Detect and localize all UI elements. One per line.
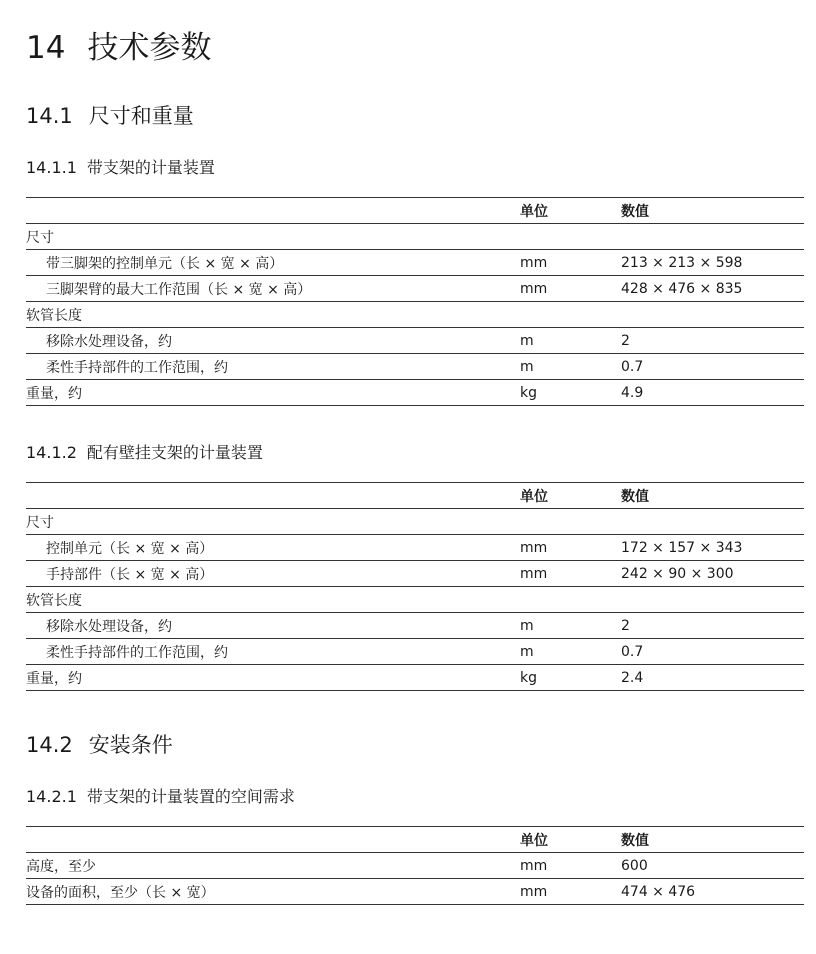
table-row (26, 665, 804, 691)
row-unit: mm (520, 561, 621, 587)
header-value: 数值 (621, 483, 804, 509)
row-unit (520, 224, 621, 250)
row-label: 设备的面积，至少（长 × 宽） (26, 879, 520, 905)
table-row (26, 561, 804, 587)
row-value: 172 × 157 × 343 (621, 535, 804, 561)
row-unit: mm (520, 879, 621, 905)
row-label: 软管长度 (26, 302, 520, 328)
table-row (26, 328, 804, 354)
table-header-row (26, 198, 804, 224)
chapter-heading (26, 28, 211, 68)
spec-table-stand (26, 197, 804, 406)
chapter-title: 技术参数 (87, 30, 212, 66)
table-row (26, 613, 804, 639)
row-label: 尺寸 (26, 224, 520, 250)
subsection-heading-stand (26, 157, 215, 179)
row-value: 242 × 90 × 300 (621, 561, 804, 587)
row-value: 2 (621, 328, 804, 354)
row-label: 移除水处理设备，约 (26, 328, 520, 354)
table-row (26, 224, 804, 250)
row-unit: mm (520, 535, 621, 561)
row-value: 2.4 (621, 665, 804, 691)
subsection-number: 14.1.2 (26, 443, 77, 462)
row-value (621, 224, 804, 250)
row-value: 0.7 (621, 639, 804, 665)
row-unit: m (520, 354, 621, 380)
spec-table-wall-mount (26, 482, 804, 691)
row-unit (520, 509, 621, 535)
row-value: 600 (621, 853, 804, 879)
row-label: 高度，至少 (26, 853, 520, 879)
table-row (26, 535, 804, 561)
header-unit: 单位 (520, 198, 621, 224)
row-value: 4.9 (621, 380, 804, 406)
row-label: 控制单元（长 × 宽 × 高） (26, 535, 520, 561)
row-value (621, 509, 804, 535)
header-label-cell (26, 198, 520, 224)
row-label: 尺寸 (26, 509, 520, 535)
row-label: 柔性手持部件的工作范围，约 (26, 354, 520, 380)
table-row (26, 879, 804, 905)
row-unit: m (520, 328, 621, 354)
section-title: 尺寸和重量 (88, 104, 194, 128)
row-value: 213 × 213 × 598 (621, 250, 804, 276)
chapter-number: 14 (26, 30, 66, 66)
row-value: 2 (621, 613, 804, 639)
header-value: 数值 (621, 827, 804, 853)
section-title: 安装条件 (88, 733, 173, 757)
table-row (26, 354, 804, 380)
table-row (26, 380, 804, 406)
row-unit: mm (520, 853, 621, 879)
subsection-number: 14.2.1 (26, 787, 77, 806)
header-unit: 单位 (520, 483, 621, 509)
row-label: 柔性手持部件的工作范围，约 (26, 639, 520, 665)
row-label: 软管长度 (26, 587, 520, 613)
row-label: 重量，约 (26, 665, 520, 691)
row-label: 移除水处理设备，约 (26, 613, 520, 639)
row-unit: mm (520, 276, 621, 302)
header-unit: 单位 (520, 827, 621, 853)
subsection-title: 带支架的计量装置 (86, 158, 215, 177)
row-label: 重量，约 (26, 380, 520, 406)
section-heading-installation (26, 731, 173, 759)
row-unit (520, 587, 621, 613)
table-row (26, 276, 804, 302)
header-label-cell (26, 483, 520, 509)
row-unit (520, 302, 621, 328)
table-header-row (26, 483, 804, 509)
table-row (26, 639, 804, 665)
table-row (26, 302, 804, 328)
row-label: 手持部件（长 × 宽 × 高） (26, 561, 520, 587)
table-header-row (26, 827, 804, 853)
subsection-heading-wall-mount (26, 442, 263, 464)
row-unit: kg (520, 665, 621, 691)
subsection-title: 带支架的计量装置的空间需求 (86, 787, 295, 806)
row-value (621, 587, 804, 613)
row-unit: kg (520, 380, 621, 406)
section-heading-dimensions (26, 102, 194, 130)
row-unit: mm (520, 250, 621, 276)
subsection-title: 配有壁挂支架的计量装置 (86, 443, 263, 462)
row-value (621, 302, 804, 328)
subsection-heading-space (26, 786, 295, 808)
subsection-number: 14.1.1 (26, 158, 77, 177)
row-value: 474 × 476 (621, 879, 804, 905)
table-row (26, 853, 804, 879)
row-label: 带三脚架的控制单元（长 × 宽 × 高） (26, 250, 520, 276)
section-number: 14.2 (26, 733, 73, 757)
table-row (26, 250, 804, 276)
row-unit: m (520, 613, 621, 639)
table-row (26, 587, 804, 613)
row-value: 428 × 476 × 835 (621, 276, 804, 302)
spec-table-space (26, 826, 804, 905)
header-label-cell (26, 827, 520, 853)
header-value: 数值 (621, 198, 804, 224)
table-row (26, 509, 804, 535)
row-label: 三脚架臂的最大工作范围（长 × 宽 × 高） (26, 276, 520, 302)
row-value: 0.7 (621, 354, 804, 380)
row-unit: m (520, 639, 621, 665)
section-number: 14.1 (26, 104, 73, 128)
